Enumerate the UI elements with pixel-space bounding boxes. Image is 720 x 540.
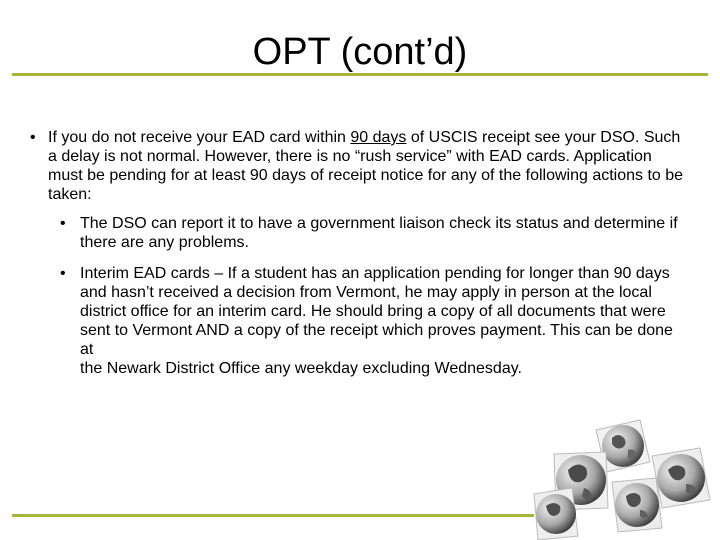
bullet-main bbox=[0, 128, 688, 204]
globe-cube-right bbox=[652, 448, 710, 508]
bullet-sub-1-text: The DSO can report it to have a government liaison check its status and determine if there are any problems. bbox=[80, 215, 678, 251]
slide-title: OPT (cont’d) bbox=[252, 31, 468, 73]
bullet-sub-2 bbox=[0, 264, 688, 378]
footer-rule bbox=[12, 514, 534, 517]
bullet-dot: • bbox=[60, 215, 66, 232]
bullet-sub-1 bbox=[0, 214, 688, 252]
globe-cube-center bbox=[612, 478, 662, 532]
bullet-dot: • bbox=[30, 129, 36, 146]
bullet-main-underlined: 90 days bbox=[350, 129, 407, 146]
bullet-main-text-2: of USCIS receipt see your DSO. Such a delay is not normal. However, there is no “rush service” with EAD cards. Application must be pending for at least 90 days of receipt notice for any of the following actions to be taken: bbox=[48, 129, 684, 203]
title-underline-rule bbox=[12, 73, 708, 76]
bullet-list bbox=[0, 128, 720, 378]
globes-clipart-icon bbox=[528, 418, 718, 540]
globe-cube-bottom bbox=[534, 488, 578, 540]
bullet-dot: • bbox=[60, 265, 66, 282]
bullet-sub-2-text-line2: the Newark District Office any weekday excluding Wednesday. bbox=[80, 360, 522, 377]
bullet-sub-2-text: Interim EAD cards – If a student has an application pending for longer than 90 days and hasn’t received a decision from Vermont, he may apply in person at the local district office for an interim card. He should bring a copy of all documents that were sent to Vermont AND a copy of the receipt which proves payment. This can be done at bbox=[80, 265, 673, 358]
bullet-main-text-1: If you do not receive your EAD card within bbox=[48, 129, 351, 146]
